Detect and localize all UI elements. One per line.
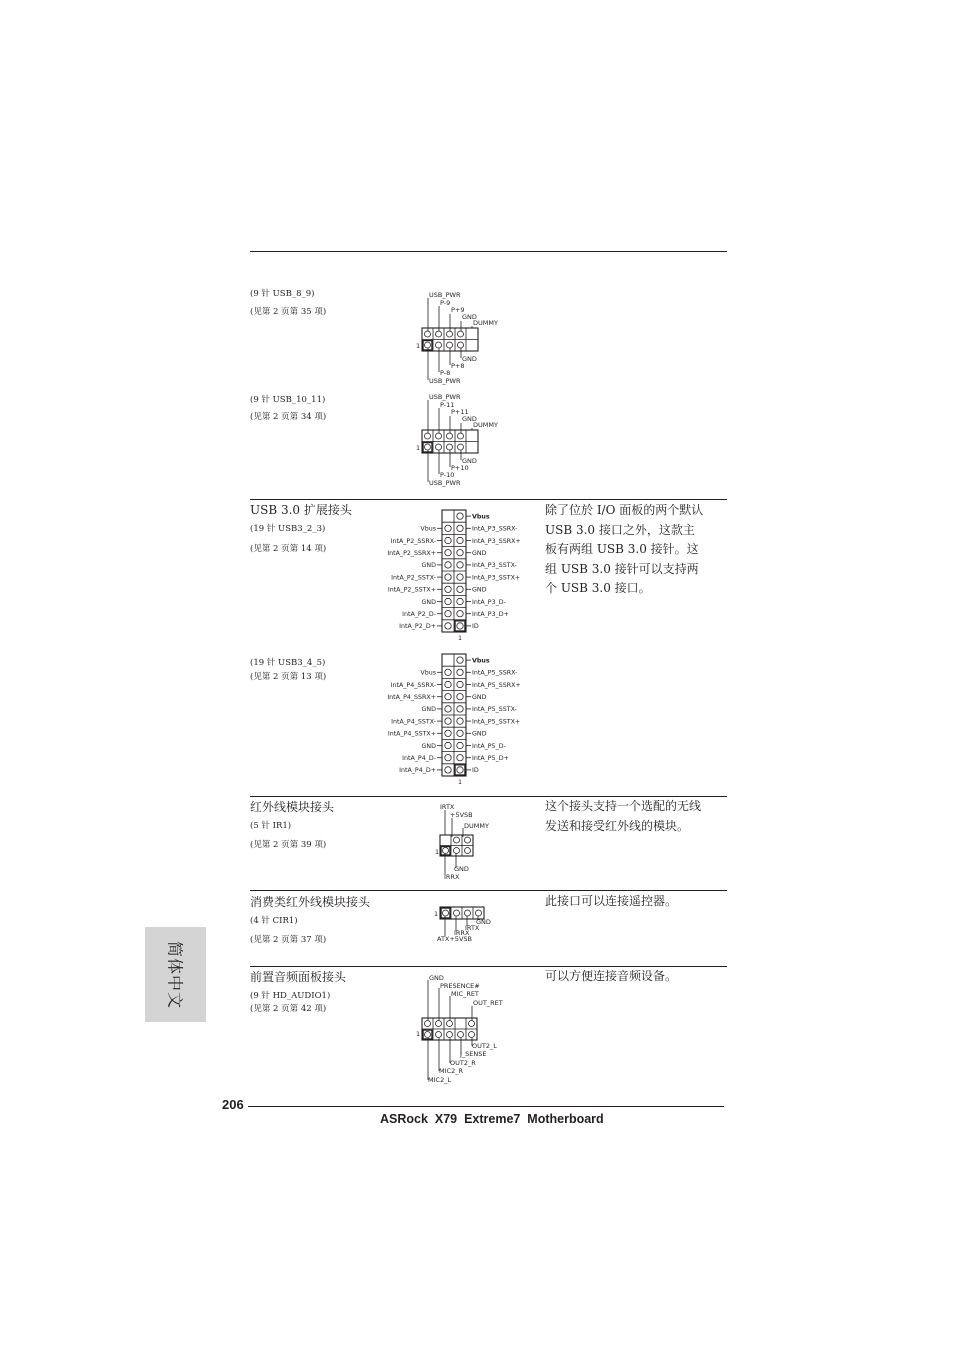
usb89-label: P+8 — [451, 362, 465, 370]
usb3-pin-label: GND — [421, 742, 436, 750]
usb3-pin-label: IntA_P3_SSRX+ — [472, 537, 521, 545]
audio-label: MIC_RET — [451, 990, 479, 998]
audio-pin-count: (9 针 HD_AUDIO1) — [250, 991, 331, 1001]
audio-header-diagram — [410, 970, 520, 1088]
pin1-marker: 1 — [457, 779, 463, 786]
usb1011-label: P-10 — [440, 471, 455, 479]
usb3-23-header-diagram — [370, 508, 540, 643]
usb3-pin-label: Vbus — [472, 513, 490, 521]
cir-label: GND — [476, 918, 491, 926]
audio-label: OUT2_R — [450, 1059, 476, 1067]
audio-label: J_SENSE — [460, 1050, 487, 1058]
usb89-label: P+9 — [451, 306, 465, 314]
ir-header-diagram — [430, 800, 500, 882]
usb3-pin-label: GND — [421, 706, 436, 714]
page-number: 206 — [222, 1097, 244, 1112]
usb3-pin-label: GND — [421, 562, 436, 570]
usb3-title: USB 3.0 扩展接头 — [250, 503, 352, 517]
usb3-pin-label: IntA_P4_SSTX+ — [387, 730, 436, 738]
usb3-pin-label: Vbus — [420, 525, 436, 533]
usb3-pin-label: IntA_P2_SSTX+ — [387, 586, 436, 594]
ir-label: DUMMY — [464, 822, 489, 830]
ir-reference: (见第 2 页第 39 项) — [250, 840, 327, 850]
usb3-pin-label: ID — [472, 623, 479, 631]
pin1-marker: 1 — [435, 848, 440, 856]
usb3-pin-label: IntA_P4_SSTX- — [391, 718, 436, 726]
pin1-marker: 1 — [416, 1030, 421, 1038]
language-tab-label: 简体中文 — [165, 940, 184, 1009]
ir-label: IRTX — [440, 803, 455, 811]
usb1011-label: P+10 — [451, 464, 469, 472]
usb3-45-pin-count: (19 针 USB3_4_5) — [250, 658, 326, 668]
usb3-pin-label: GND — [472, 550, 487, 557]
usb3-pin-label: IntA_P5_SSTX+ — [472, 718, 521, 726]
usb3-pin-label: IntA_P5_SSTX- — [472, 706, 517, 714]
usb1011-label: P-11 — [440, 401, 455, 409]
audio-label: MIC2_R — [439, 1067, 463, 1075]
audio-label: MIC2_L — [428, 1076, 452, 1084]
audio-reference: (见第 2 页第 42 项) — [250, 1004, 327, 1014]
usb1011-label: GND — [462, 457, 477, 465]
cir-pin-count: (4 针 CIR1) — [250, 916, 298, 926]
cir-description: 此接口可以连接遥控器。 — [545, 894, 678, 908]
footer-rule — [248, 1106, 724, 1107]
usb3-pin-label: IntA_P4_D+ — [399, 767, 436, 775]
usb1011-label: USB_PWR — [429, 479, 461, 487]
usb3-pin-label: IntA_P4_SSRX- — [390, 681, 436, 689]
footer-title: ASRock X79 Extreme7 Motherboard — [380, 1112, 604, 1126]
pin1-marker: 1 — [416, 342, 421, 350]
cir-label: ATX+5VSB — [437, 935, 472, 943]
usb89-reference: (见第 2 页第 35 项) — [250, 307, 327, 317]
usb89-label: P-9 — [440, 299, 451, 307]
usb3-pin-label: IntA_P2_SSRX- — [390, 537, 436, 545]
usb3-45-reference: (见第 2 页第 13 项) — [250, 672, 327, 682]
cir-reference: (见第 2 页第 37 项) — [250, 935, 327, 945]
usb3-pin-label: IntA_P2_D- — [402, 611, 436, 618]
pin1-marker: 1 — [457, 635, 463, 642]
usb89-label: P-8 — [440, 369, 451, 377]
usb3-pin-label: IntA_P5_D+ — [472, 755, 509, 762]
usb89-header-diagram — [410, 288, 520, 386]
pin1-marker: 1 — [434, 910, 439, 918]
usb3-description: 除了位於 I/O 面板的两个默认 USB 3.0 接口之外，这款主板有两组 USB 3.0 接针。这组 USB 3.0 接针可以支持两个 USB 3.0 接口。 — [545, 503, 704, 595]
usb3-pin-label: Vbus — [420, 669, 436, 677]
usb89-label: GND — [462, 313, 477, 321]
usb3-45-header-diagram — [370, 652, 540, 787]
pin1-marker: 1 — [416, 444, 421, 452]
usb1011-reference: (见第 2 页第 34 项) — [250, 412, 327, 422]
audio-label: OUT_RET — [473, 999, 503, 1007]
usb3-pin-label: IntA_P2_SSRX+ — [387, 550, 436, 557]
usb89-label: USB_PWR — [429, 291, 461, 299]
audio-label: PRESENCE# — [440, 982, 480, 990]
usb1011-label: USB_PWR — [429, 393, 461, 401]
usb3-pin-label: IntA_P5_SSRX- — [472, 669, 518, 677]
usb3-pin-label: IntA_P4_SSRX+ — [387, 694, 436, 701]
usb3-pin-label: IntA_P5_SSRX+ — [472, 681, 521, 689]
audio-label: GND — [429, 974, 444, 982]
usb89-pin-count: (9 针 USB_8_9) — [250, 289, 315, 299]
usb3-pin-label: IntA_P5_D- — [472, 742, 506, 750]
section-divider — [250, 499, 727, 500]
usb3-pin-label: IntA_P2_D+ — [399, 623, 436, 631]
cir-title: 消费类红外线模块接头 — [250, 895, 371, 909]
top-rule — [250, 251, 727, 252]
usb3-pin-label: Vbus — [472, 657, 490, 665]
usb3-pin-label: IntA_P4_D- — [402, 755, 436, 762]
usb3-23-pin-count: (19 针 USB3_2_3) — [250, 524, 326, 534]
ir-label: IRRX — [444, 873, 460, 881]
usb3-23-reference: (见第 2 页第 14 项) — [250, 544, 327, 554]
section-divider — [250, 890, 727, 891]
usb3-pin-label: IntA_P3_D- — [472, 598, 506, 606]
audio-title: 前置音频面板接头 — [250, 970, 347, 984]
audio-label: OUT2_L — [472, 1042, 497, 1050]
usb3-pin-label: IntA_P3_SSTX+ — [472, 574, 521, 582]
usb3-pin-label: GND — [421, 598, 436, 606]
usb1011-label: DUMMY — [473, 421, 498, 429]
usb3-pin-label: ID — [472, 767, 479, 775]
usb3-pin-label: IntA_P3_SSRX- — [472, 525, 518, 533]
ir-description: 这个接头支持一个选配的无线发送和接受红外线的模块。 — [545, 799, 702, 833]
usb1011-label: GND — [462, 415, 477, 423]
cir-label: IRTX — [465, 924, 480, 932]
usb3-pin-label: IntA_P2_SSTX- — [391, 574, 436, 582]
usb89-label: USB_PWR — [429, 377, 461, 385]
usb3-pin-label: GND — [472, 694, 487, 701]
language-side-tab — [145, 927, 206, 1022]
ir-pin-count: (5 针 IR1) — [250, 821, 292, 831]
audio-description: 可以方便连接音频设备。 — [545, 969, 678, 983]
ir-label: +5VSB — [450, 811, 473, 819]
usb3-pin-label: GND — [472, 586, 487, 594]
usb3-pin-label: IntA_P3_SSTX- — [472, 562, 517, 570]
usb89-label: DUMMY — [473, 319, 498, 327]
ir-label: GND — [454, 865, 469, 873]
usb3-pin-label: GND — [472, 730, 487, 738]
usb1011-pin-count: (9 针 USB_10_11) — [250, 395, 326, 405]
usb3-pin-label: IntA_P3_D+ — [472, 611, 509, 618]
usb1011-header-diagram — [410, 390, 520, 488]
usb1011-label: P+11 — [451, 408, 469, 416]
cir-label: IRRX — [454, 929, 470, 937]
cir-header-diagram — [430, 902, 510, 947]
ir-title: 红外线模块接头 — [250, 800, 335, 814]
usb89-label: GND — [462, 355, 477, 363]
